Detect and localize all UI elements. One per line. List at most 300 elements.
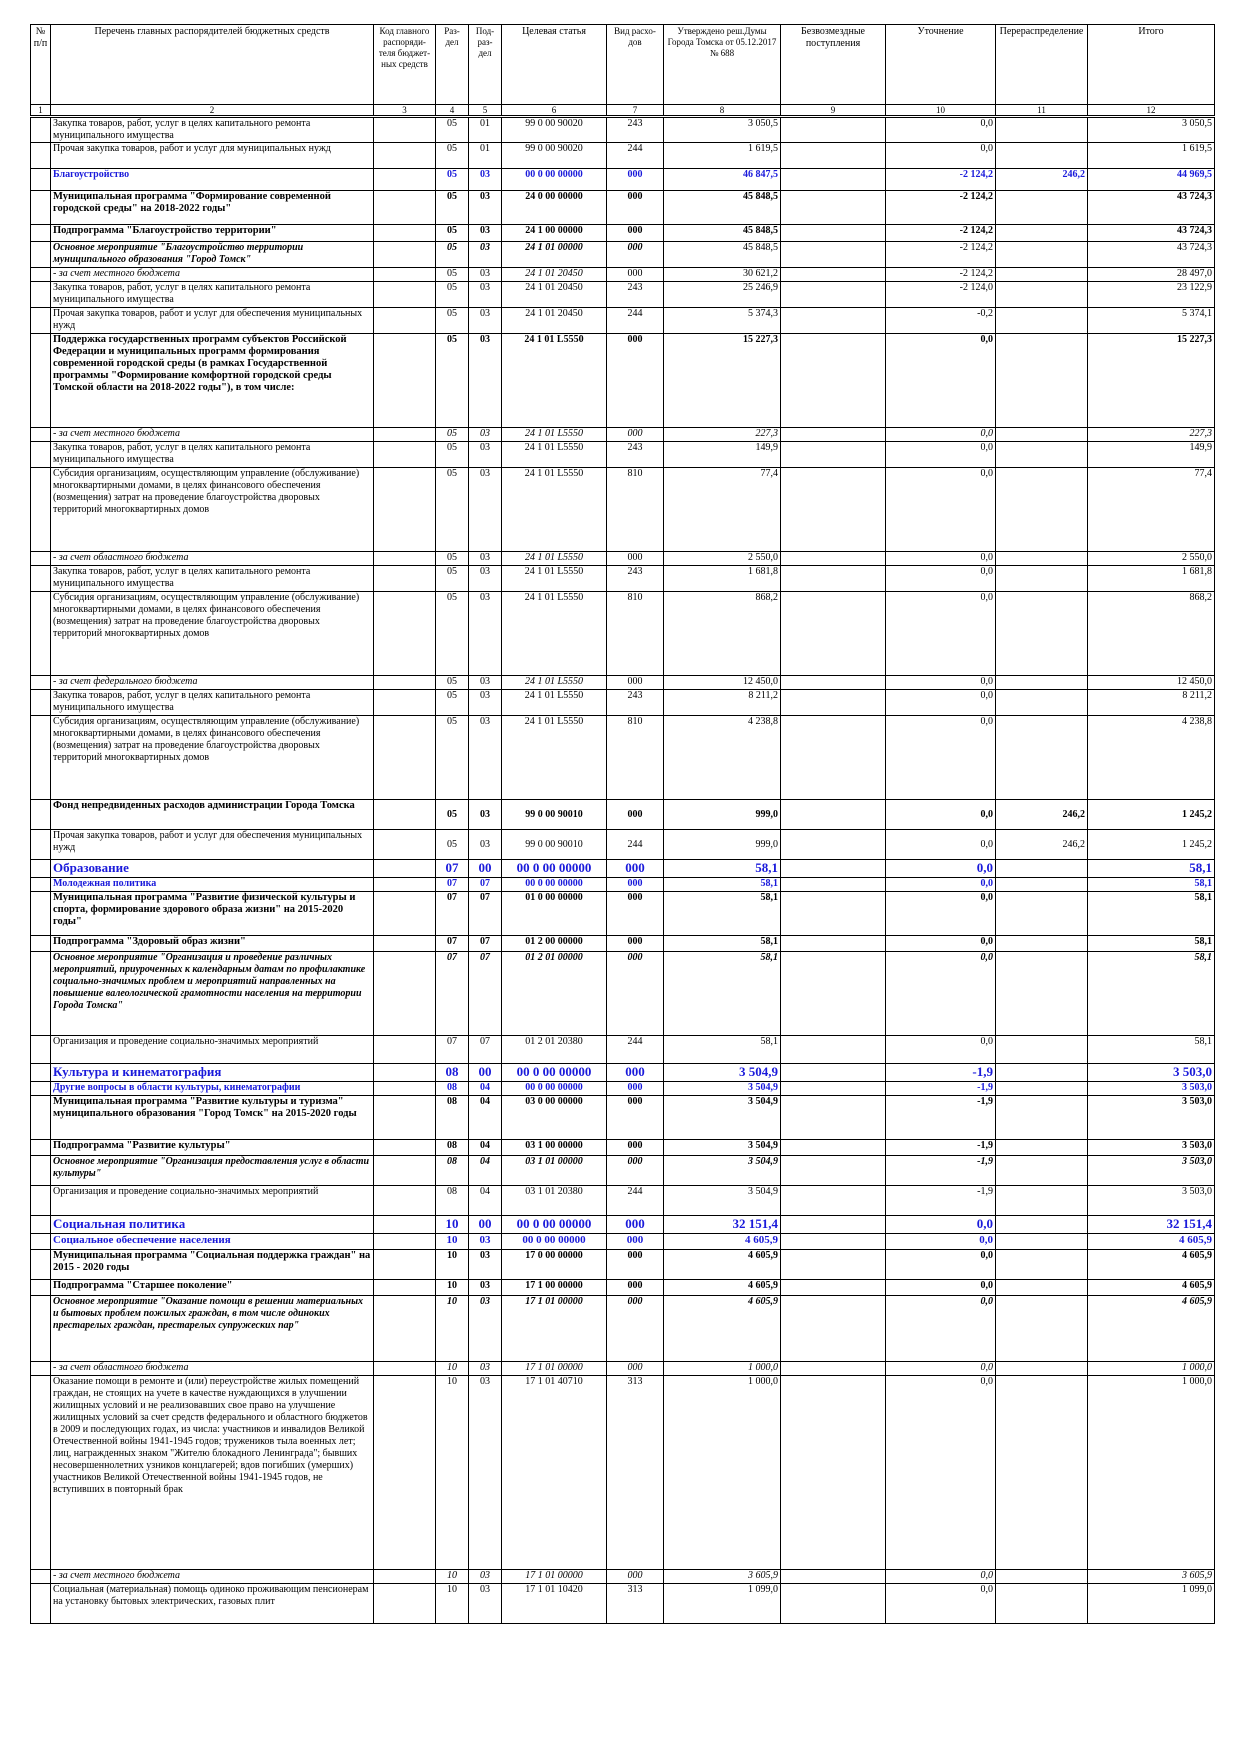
adjustment-cell: -1,9 [886, 1186, 996, 1216]
gratuitous-receipts-cell [781, 334, 886, 428]
index-cell: 3 [374, 105, 436, 117]
redistribution-cell [996, 1296, 1088, 1362]
gratuitous-receipts-cell [781, 1156, 886, 1186]
total-cell: 58,1 [1088, 878, 1215, 892]
redistribution-cell [996, 1376, 1088, 1570]
expense-type-cell: 243 [607, 282, 664, 308]
target-article-cell: 99 0 00 90010 [502, 800, 607, 830]
table-row [31, 878, 1215, 892]
redistribution-cell [996, 242, 1088, 268]
header-cell: Под- раз- дел [469, 25, 502, 105]
row-number-cell [31, 1570, 51, 1584]
index-cell: 10 [886, 105, 996, 117]
gratuitous-receipts-cell [781, 117, 886, 143]
manager-code-cell [374, 830, 436, 860]
manager-code-cell [374, 169, 436, 191]
total-cell: 43 724,3 [1088, 242, 1215, 268]
gratuitous-receipts-cell [781, 225, 886, 242]
table-row [31, 676, 1215, 690]
manager-code-cell [374, 308, 436, 334]
adjustment-cell: -2 124,2 [886, 268, 996, 282]
total-cell: 43 724,3 [1088, 225, 1215, 242]
header-cell: Перераспределение [996, 25, 1088, 105]
table-row [31, 1186, 1215, 1216]
manager-code-cell [374, 1584, 436, 1624]
manager-code-cell [374, 1250, 436, 1280]
expense-type-cell: 000 [607, 936, 664, 952]
table-row [31, 1376, 1215, 1570]
item-name-cell: Подпрограмма "Здоровый образ жизни" [51, 936, 374, 952]
target-article-cell: 24 1 01 00000 [502, 242, 607, 268]
redistribution-cell [996, 428, 1088, 442]
section-cell: 07 [436, 1036, 469, 1064]
total-cell: 4 605,9 [1088, 1280, 1215, 1296]
gratuitous-receipts-cell [781, 1280, 886, 1296]
approved-amount-cell: 3 050,5 [664, 117, 781, 143]
approved-amount-cell: 1 681,8 [664, 566, 781, 592]
redistribution-cell [996, 1156, 1088, 1186]
expense-type-cell: 000 [607, 428, 664, 442]
total-cell: 868,2 [1088, 592, 1215, 676]
header-cell: Уточнение [886, 25, 996, 105]
expense-type-cell: 243 [607, 117, 664, 143]
adjustment-cell: 0,0 [886, 676, 996, 690]
approved-amount-cell: 1 000,0 [664, 1362, 781, 1376]
table-row [31, 117, 1215, 143]
section-cell: 05 [436, 468, 469, 552]
row-number-cell [31, 936, 51, 952]
approved-amount-cell: 1 099,0 [664, 1584, 781, 1624]
index-cell: 6 [502, 105, 607, 117]
adjustment-cell: 0,0 [886, 566, 996, 592]
item-name-cell: Оказание помощи в ремонте и (или) переустройстве жилых помещений граждан, не стоящих на учете в качестве нуждающихся в улучшении жилищных условий и не реализовавших свое право на улучшение жилищных условий за счет средств федерального и областного бюджетов в 2009 и последующих годах, из числа: участников и инвалидов Великой Отечественной войны 1941-1945 годов; тружеников тыла военных лет; лиц, награжденных знаком "Жителю блокадного Ленинграда"; бывших несовершеннолетних узников концлагерей; вдов погибших (умерших) участников Великой Отечественной войны 1941-1945 годов, не вступивших в повторный брак [51, 1376, 374, 1570]
target-article-cell: 24 1 01 L5550 [502, 566, 607, 592]
subsection-cell: 00 [469, 1216, 502, 1234]
row-number-cell [31, 442, 51, 468]
expense-type-cell: 244 [607, 1186, 664, 1216]
item-name-cell: Социальная политика [51, 1216, 374, 1234]
adjustment-cell: 0,0 [886, 716, 996, 800]
table-row [31, 282, 1215, 308]
adjustment-cell: 0,0 [886, 552, 996, 566]
section-cell: 10 [436, 1376, 469, 1570]
row-number-cell [31, 1234, 51, 1250]
target-article-cell: 17 1 01 10420 [502, 1584, 607, 1624]
approved-amount-cell: 32 151,4 [664, 1216, 781, 1234]
approved-amount-cell: 4 605,9 [664, 1234, 781, 1250]
expense-type-cell: 000 [607, 242, 664, 268]
item-name-cell: Основное мероприятие "Организация и проведение различных мероприятий, приуроченных к календарным датам по профилактике социально-значимых проблем и мероприятий направленных на повышение валеологической грамотности населения на территории Города Томска" [51, 952, 374, 1036]
subsection-cell: 03 [469, 1362, 502, 1376]
table-row [31, 860, 1215, 878]
item-name-cell: Другие вопросы в области культуры, кинематографии [51, 1082, 374, 1096]
row-number-cell [31, 892, 51, 936]
redistribution-cell [996, 1140, 1088, 1156]
total-cell: 58,1 [1088, 952, 1215, 1036]
approved-amount-cell: 4 605,9 [664, 1280, 781, 1296]
adjustment-cell: 0,0 [886, 1216, 996, 1234]
adjustment-cell: 0,0 [886, 952, 996, 1036]
redistribution-cell: 246,2 [996, 800, 1088, 830]
approved-amount-cell: 45 848,5 [664, 242, 781, 268]
total-cell: 8 211,2 [1088, 690, 1215, 716]
target-article-cell: 24 1 01 L5550 [502, 676, 607, 690]
total-cell: 3 503,0 [1088, 1156, 1215, 1186]
total-cell: 3 503,0 [1088, 1096, 1215, 1140]
target-article-cell: 03 1 00 00000 [502, 1140, 607, 1156]
subsection-cell: 03 [469, 592, 502, 676]
header-cell: Итого [1088, 25, 1215, 105]
section-cell: 05 [436, 308, 469, 334]
table-row [31, 1156, 1215, 1186]
item-name-cell: Основное мероприятие "Благоустройство территории муниципального образования "Город Томск" [51, 242, 374, 268]
header-cell: Раз- дел [436, 25, 469, 105]
subsection-cell: 03 [469, 442, 502, 468]
subsection-cell: 03 [469, 830, 502, 860]
target-article-cell: 17 1 01 40710 [502, 1376, 607, 1570]
gratuitous-receipts-cell [781, 676, 886, 690]
adjustment-cell: -0,2 [886, 308, 996, 334]
total-cell: 3 503,0 [1088, 1186, 1215, 1216]
target-article-cell: 00 0 00 00000 [502, 1234, 607, 1250]
adjustment-cell: 0,0 [886, 800, 996, 830]
manager-code-cell [374, 1376, 436, 1570]
adjustment-cell: 0,0 [886, 690, 996, 716]
row-number-cell [31, 1156, 51, 1186]
redistribution-cell [996, 566, 1088, 592]
row-number-cell [31, 952, 51, 1036]
manager-code-cell [374, 268, 436, 282]
subsection-cell: 03 [469, 268, 502, 282]
redistribution-cell [996, 552, 1088, 566]
redistribution-cell [996, 1036, 1088, 1064]
index-cell: 5 [469, 105, 502, 117]
table-row [31, 892, 1215, 936]
total-cell: 2 550,0 [1088, 552, 1215, 566]
section-cell: 05 [436, 428, 469, 442]
row-number-cell [31, 1280, 51, 1296]
row-number-cell [31, 1362, 51, 1376]
header-cell: Перечень главных распорядителей бюджетных средств [51, 25, 374, 105]
header-cell: Код главного распоряди- теля бюджет- ных средств [374, 25, 436, 105]
subsection-cell: 03 [469, 800, 502, 830]
item-name-cell: Образование [51, 860, 374, 878]
approved-amount-cell: 3 504,9 [664, 1064, 781, 1082]
redistribution-cell [996, 1216, 1088, 1234]
adjustment-cell: -2 124,2 [886, 169, 996, 191]
target-article-cell: 00 0 00 00000 [502, 1064, 607, 1082]
section-cell: 05 [436, 566, 469, 592]
table-row [31, 716, 1215, 800]
adjustment-cell: 0,0 [886, 1036, 996, 1064]
subsection-cell: 03 [469, 191, 502, 225]
table-row [31, 143, 1215, 169]
manager-code-cell [374, 282, 436, 308]
target-article-cell: 00 0 00 00000 [502, 169, 607, 191]
subsection-cell: 03 [469, 716, 502, 800]
manager-code-cell [374, 334, 436, 428]
adjustment-cell: -2 124,2 [886, 225, 996, 242]
table-row [31, 1570, 1215, 1584]
column-index-row [31, 105, 1215, 117]
section-cell: 05 [436, 143, 469, 169]
manager-code-cell [374, 1362, 436, 1376]
expense-type-cell: 810 [607, 592, 664, 676]
section-cell: 10 [436, 1362, 469, 1376]
redistribution-cell [996, 308, 1088, 334]
row-number-cell [31, 676, 51, 690]
redistribution-cell [996, 468, 1088, 552]
approved-amount-cell: 999,0 [664, 830, 781, 860]
expense-type-cell: 000 [607, 169, 664, 191]
gratuitous-receipts-cell [781, 552, 886, 566]
adjustment-cell: -1,9 [886, 1096, 996, 1140]
total-cell: 1 000,0 [1088, 1376, 1215, 1570]
gratuitous-receipts-cell [781, 143, 886, 169]
table-row [31, 552, 1215, 566]
header-cell: Вид расхо- дов [607, 25, 664, 105]
manager-code-cell [374, 716, 436, 800]
adjustment-cell: 0,0 [886, 1234, 996, 1250]
item-name-cell: Субсидия организациям, осуществляющим управление (обслуживание) многоквартирными домами, в целях финансового обеспечения (возмещения) затрат на проведение благоустройства дворовых территорий многоквартирных домов [51, 716, 374, 800]
section-cell: 10 [436, 1570, 469, 1584]
row-number-cell [31, 1140, 51, 1156]
approved-amount-cell: 46 847,5 [664, 169, 781, 191]
subsection-cell: 07 [469, 892, 502, 936]
redistribution-cell [996, 1280, 1088, 1296]
subsection-cell: 03 [469, 468, 502, 552]
target-article-cell: 03 0 00 00000 [502, 1096, 607, 1140]
subsection-cell: 01 [469, 143, 502, 169]
expense-type-cell: 000 [607, 676, 664, 690]
item-name-cell: Социальная (материальная) помощь одиноко проживающим пенсионерам на установку бытовых электрических, газовых плит [51, 1584, 374, 1624]
approved-amount-cell: 227,3 [664, 428, 781, 442]
item-name-cell: Прочая закупка товаров, работ и услуг для обеспечения муниципальных нужд [51, 308, 374, 334]
approved-amount-cell: 8 211,2 [664, 690, 781, 716]
manager-code-cell [374, 1064, 436, 1082]
item-name-cell: Социальное обеспечение населения [51, 1234, 374, 1250]
target-article-cell: 24 1 01 20450 [502, 268, 607, 282]
target-article-cell: 24 1 01 L5550 [502, 690, 607, 716]
expense-type-cell: 810 [607, 468, 664, 552]
total-cell: 1 681,8 [1088, 566, 1215, 592]
table-row [31, 1064, 1215, 1082]
approved-amount-cell: 25 246,9 [664, 282, 781, 308]
row-number-cell [31, 143, 51, 169]
section-cell: 10 [436, 1250, 469, 1280]
total-cell: 3 050,5 [1088, 117, 1215, 143]
manager-code-cell [374, 1186, 436, 1216]
gratuitous-receipts-cell [781, 952, 886, 1036]
total-cell: 3 605,9 [1088, 1570, 1215, 1584]
approved-amount-cell: 77,4 [664, 468, 781, 552]
section-cell: 05 [436, 225, 469, 242]
redistribution-cell [996, 225, 1088, 242]
item-name-cell: Муниципальная программа "Формирование современной городской среды" на 2018-2022 годы" [51, 191, 374, 225]
manager-code-cell [374, 1096, 436, 1140]
index-cell: 9 [781, 105, 886, 117]
subsection-cell: 00 [469, 860, 502, 878]
adjustment-cell: 0,0 [886, 1250, 996, 1280]
item-name-cell: - за счет местного бюджета [51, 428, 374, 442]
approved-amount-cell: 3 504,9 [664, 1186, 781, 1216]
row-number-cell [31, 1376, 51, 1570]
row-number-cell [31, 1216, 51, 1234]
approved-amount-cell: 58,1 [664, 878, 781, 892]
redistribution-cell [996, 1584, 1088, 1624]
manager-code-cell [374, 1280, 436, 1296]
total-cell: 1 000,0 [1088, 1362, 1215, 1376]
approved-amount-cell: 999,0 [664, 800, 781, 830]
table-row [31, 268, 1215, 282]
table-row [31, 1216, 1215, 1234]
total-cell: 227,3 [1088, 428, 1215, 442]
redistribution-cell [996, 1234, 1088, 1250]
row-number-cell [31, 225, 51, 242]
row-number-cell [31, 1082, 51, 1096]
item-name-cell: Закупка товаров, работ, услуг в целях капитального ремонта муниципального имущества [51, 117, 374, 143]
manager-code-cell [374, 1082, 436, 1096]
gratuitous-receipts-cell [781, 1186, 886, 1216]
expense-type-cell: 000 [607, 1096, 664, 1140]
manager-code-cell [374, 442, 436, 468]
manager-code-cell [374, 1234, 436, 1250]
target-article-cell: 24 1 00 00000 [502, 225, 607, 242]
header-row [31, 25, 1215, 105]
adjustment-cell: 0,0 [886, 592, 996, 676]
row-number-cell [31, 191, 51, 225]
approved-amount-cell: 1 619,5 [664, 143, 781, 169]
subsection-cell: 03 [469, 225, 502, 242]
row-number-cell [31, 592, 51, 676]
target-article-cell: 01 2 01 20380 [502, 1036, 607, 1064]
manager-code-cell [374, 878, 436, 892]
index-cell: 1 [31, 105, 51, 117]
table-row [31, 225, 1215, 242]
total-cell: 149,9 [1088, 442, 1215, 468]
total-cell: 3 503,0 [1088, 1140, 1215, 1156]
manager-code-cell [374, 1036, 436, 1064]
header-cell: Безвозмездные поступления [781, 25, 886, 105]
row-number-cell [31, 552, 51, 566]
expense-type-cell: 000 [607, 268, 664, 282]
row-number-cell [31, 860, 51, 878]
approved-amount-cell: 58,1 [664, 952, 781, 1036]
item-name-cell: Закупка товаров, работ, услуг в целях капитального ремонта муниципального имущества [51, 282, 374, 308]
row-number-cell [31, 1296, 51, 1362]
subsection-cell: 03 [469, 1296, 502, 1362]
section-cell: 05 [436, 800, 469, 830]
adjustment-cell: 0,0 [886, 1296, 996, 1362]
gratuitous-receipts-cell [781, 1584, 886, 1624]
redistribution-cell [996, 878, 1088, 892]
approved-amount-cell: 12 450,0 [664, 676, 781, 690]
adjustment-cell: 0,0 [886, 1570, 996, 1584]
adjustment-cell: -1,9 [886, 1140, 996, 1156]
adjustment-cell: 0,0 [886, 468, 996, 552]
item-name-cell: Основное мероприятие "Оказание помощи в решении материальных и бытовых проблем пожилых граждан, в том числе одиноких престарелых граждан, престарелых супружеских пар" [51, 1296, 374, 1362]
expense-type-cell: 243 [607, 690, 664, 716]
approved-amount-cell: 58,1 [664, 860, 781, 878]
section-cell: 08 [436, 1064, 469, 1082]
expense-type-cell: 000 [607, 1216, 664, 1234]
expense-type-cell: 000 [607, 225, 664, 242]
gratuitous-receipts-cell [781, 860, 886, 878]
expense-type-cell: 243 [607, 566, 664, 592]
gratuitous-receipts-cell [781, 268, 886, 282]
item-name-cell: Прочая закупка товаров, работ и услуг для обеспечения муниципальных нужд [51, 830, 374, 860]
index-cell: 11 [996, 105, 1088, 117]
row-number-cell [31, 117, 51, 143]
manager-code-cell [374, 1570, 436, 1584]
item-name-cell: Муниципальная программа "Развитие культуры и туризма" муниципального образования "Город Томск" на 2015-2020 годы [51, 1096, 374, 1140]
item-name-cell: - за счет местного бюджета [51, 268, 374, 282]
section-cell: 05 [436, 552, 469, 566]
gratuitous-receipts-cell [781, 1036, 886, 1064]
section-cell: 08 [436, 1082, 469, 1096]
total-cell: 4 605,9 [1088, 1296, 1215, 1362]
redistribution-cell [996, 592, 1088, 676]
total-cell: 15 227,3 [1088, 334, 1215, 428]
gratuitous-receipts-cell [781, 830, 886, 860]
approved-amount-cell: 3 605,9 [664, 1570, 781, 1584]
adjustment-cell: -2 124,2 [886, 242, 996, 268]
subsection-cell: 03 [469, 282, 502, 308]
manager-code-cell [374, 566, 436, 592]
approved-amount-cell: 4 238,8 [664, 716, 781, 800]
subsection-cell: 03 [469, 1250, 502, 1280]
gratuitous-receipts-cell [781, 1296, 886, 1362]
adjustment-cell: 0,0 [886, 442, 996, 468]
subsection-cell: 07 [469, 952, 502, 1036]
approved-amount-cell: 58,1 [664, 936, 781, 952]
manager-code-cell [374, 676, 436, 690]
expense-type-cell: 313 [607, 1584, 664, 1624]
item-name-cell: Благоустройство [51, 169, 374, 191]
expense-type-cell: 000 [607, 800, 664, 830]
target-article-cell: 00 0 00 00000 [502, 878, 607, 892]
approved-amount-cell: 30 621,2 [664, 268, 781, 282]
adjustment-cell: -1,9 [886, 1082, 996, 1096]
redistribution-cell [996, 1096, 1088, 1140]
table-row [31, 334, 1215, 428]
subsection-cell: 07 [469, 1036, 502, 1064]
adjustment-cell: 0,0 [886, 936, 996, 952]
item-name-cell: Поддержка государственных программ субъектов Российской Федерации и муниципальных программ формирования современной городской среды (в рамках Государственной программы "Формирование комфортной городской среды Томской области на 2018-2022 годы"), в том числе: [51, 334, 374, 428]
gratuitous-receipts-cell [781, 169, 886, 191]
gratuitous-receipts-cell [781, 1362, 886, 1376]
approved-amount-cell: 149,9 [664, 442, 781, 468]
expense-type-cell: 000 [607, 1156, 664, 1186]
budget-table [30, 24, 1215, 1624]
expense-type-cell: 244 [607, 143, 664, 169]
gratuitous-receipts-cell [781, 1082, 886, 1096]
total-cell: 28 497,0 [1088, 268, 1215, 282]
gratuitous-receipts-cell [781, 282, 886, 308]
expense-type-cell: 000 [607, 1570, 664, 1584]
expense-type-cell: 000 [607, 1280, 664, 1296]
adjustment-cell: 0,0 [886, 892, 996, 936]
header-cell: № п/п [31, 25, 51, 105]
total-cell: 58,1 [1088, 860, 1215, 878]
section-cell: 07 [436, 860, 469, 878]
manager-code-cell [374, 225, 436, 242]
approved-amount-cell: 5 374,3 [664, 308, 781, 334]
gratuitous-receipts-cell [781, 1096, 886, 1140]
manager-code-cell [374, 952, 436, 1036]
total-cell: 23 122,9 [1088, 282, 1215, 308]
item-name-cell: Организация и проведение социально-значимых мероприятий [51, 1036, 374, 1064]
